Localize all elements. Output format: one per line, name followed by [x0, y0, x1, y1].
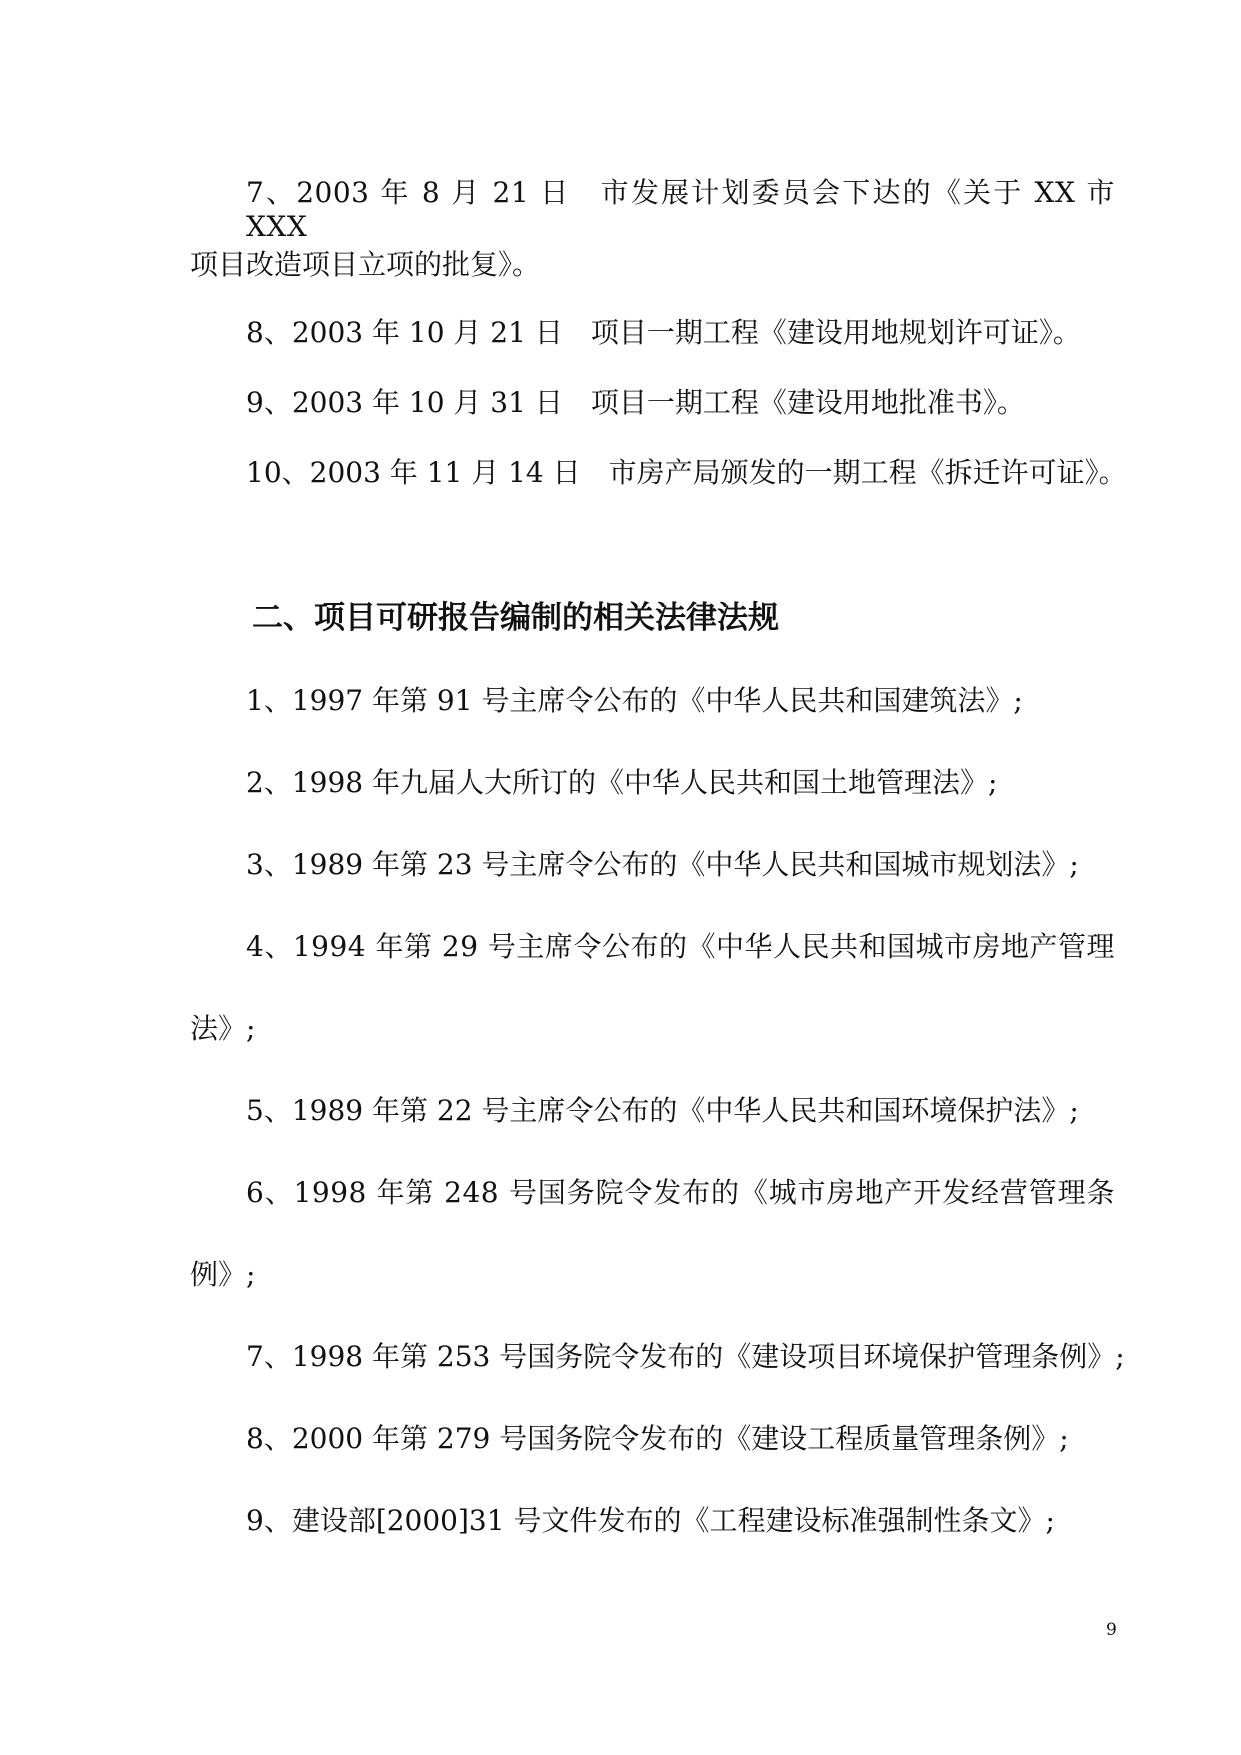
law-item-5: 5、1989 年第 22 号主席令公布的《中华人民共和国环境保护法》; — [246, 1094, 1079, 1127]
law-item-3: 3、1989 年第 23 号主席令公布的《中华人民共和国城市规划法》; — [246, 848, 1079, 881]
approval-item-9: 9、2003 年 10 月 31 日 项目一期工程《建设用地批准书》。 — [246, 386, 1025, 419]
section-heading: 二、项目可研报告编制的相关法律法规 — [252, 600, 779, 636]
law-item-6-line1: 6、1998 年第 248 号国务院令发布的《城市房地产开发经营管理条 — [246, 1176, 1115, 1209]
approval-item-7-line1: 7、2003 年 8 月 21 日 市发展计划委员会下达的《关于 XX 市 XXX — [246, 176, 1115, 243]
law-item-9: 9、建设部[2000]31 号文件发布的《工程建设标准强制性条文》; — [246, 1504, 1055, 1537]
approval-item-10: 10、2003 年 11 月 14 日 市房产局颁发的一期工程《拆迁许可证》。 — [246, 456, 1127, 489]
law-item-7: 7、1998 年第 253 号国务院令发布的《建设项目环境保护管理条例》; — [246, 1340, 1125, 1373]
law-item-8: 8、2000 年第 279 号国务院令发布的《建设工程质量管理条例》; — [246, 1422, 1069, 1455]
law-item-6-line2: 例》; — [190, 1258, 256, 1291]
law-item-1: 1、1997 年第 91 号主席令公布的《中华人民共和国建筑法》; — [246, 684, 1023, 717]
law-item-4-line2: 法》; — [190, 1012, 256, 1045]
approval-item-7-line2: 项目改造项目立项的批复》。 — [190, 248, 541, 281]
law-item-4-line1: 4、1994 年第 29 号主席令公布的《中华人民共和国城市房地产管理 — [246, 930, 1115, 963]
approval-item-8: 8、2003 年 10 月 21 日 项目一期工程《建设用地规划许可证》。 — [246, 316, 1081, 349]
page-number: 9 — [1106, 1620, 1117, 1640]
law-item-2: 2、1998 年九届人大所订的《中华人民共和国土地管理法》; — [246, 766, 998, 799]
